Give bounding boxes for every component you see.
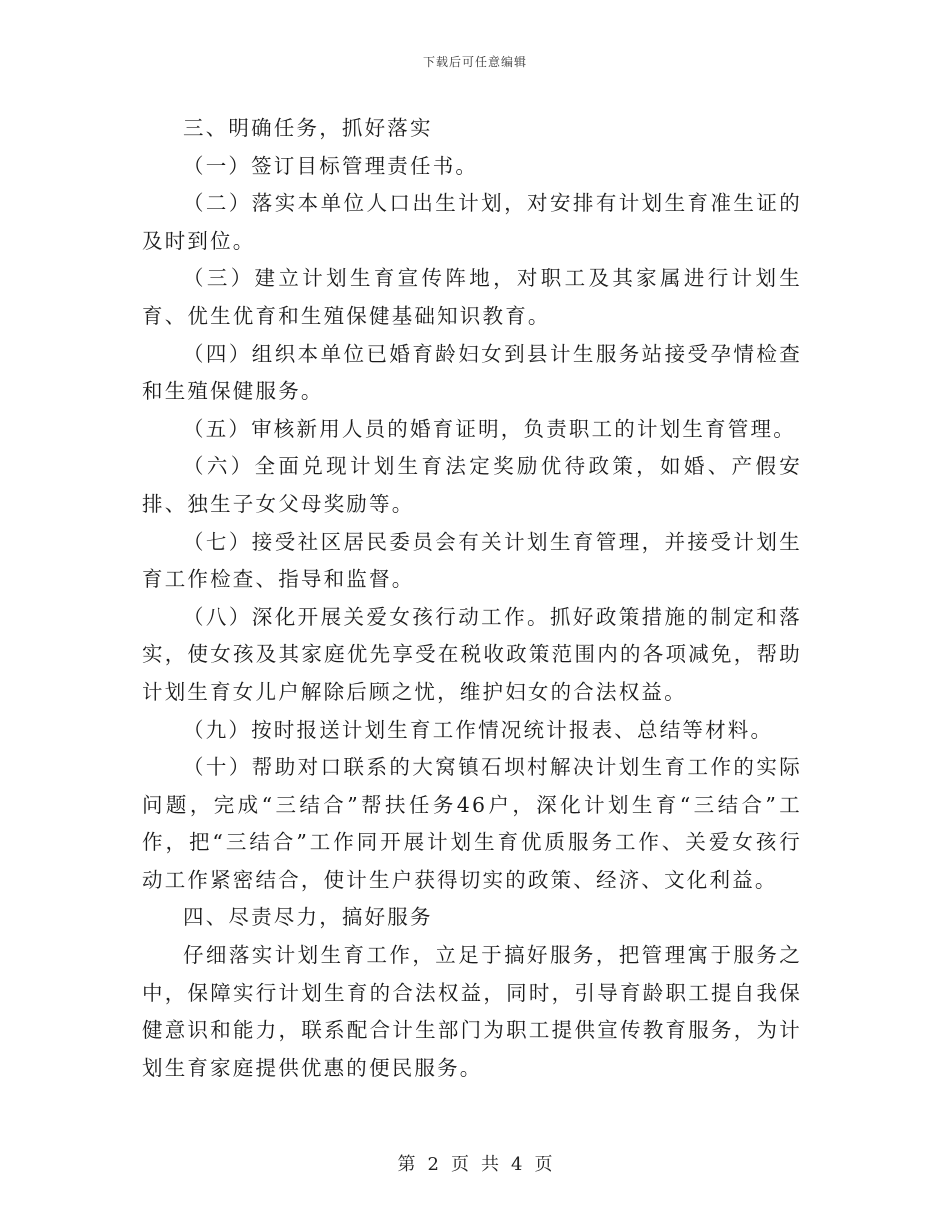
list-item-4: （四）组织本单位已婚育龄妇女到县计生服务站接受孕情检查和生殖保健服务。 <box>142 341 802 404</box>
section-heading-3: 三、明确任务，抓好落实 <box>183 116 433 140</box>
list-item-2: （二）落实本单位人口出生计划，对安排有计划生育准生证的及时到位。 <box>142 191 802 253</box>
page-label-pre: 第 <box>397 1154 416 1175</box>
page-label-mid: 页 <box>451 1154 469 1175</box>
list-item-5: （五）审核新用人员的婚育证明，负责职工的计划生育管理。 <box>183 416 796 441</box>
list-item-7: （七）接受社区居民委员会有关计划生育管理，并接受计划生育工作检查、指导和监督。 <box>142 529 802 592</box>
list-item-3: （三）建立计划生育宣传阵地，对职工及其家属进行计划生育、优生优育和生殖保健基础知识教育。 <box>142 266 802 328</box>
section-heading-4: 四、尽责尽力，搞好服务 <box>183 905 433 930</box>
current-page-number: 2 <box>427 1154 439 1175</box>
list-item-1: （一）签订目标管理责任书。 <box>183 153 479 178</box>
page-label-post: 页 <box>534 1154 553 1175</box>
page-header-note: 下载后可任意编辑 <box>422 55 527 69</box>
page-footer <box>0 1150 950 1176</box>
list-item-9: （九）按时报送计划生育工作情况统计报表、总结等材料。 <box>183 717 774 742</box>
body-paragraph: 仔细落实计划生育工作，立足于搞好服务，把管理寓于服务之中，保障实行计划生育的合法权益，同时，引导育龄职工提自我保健意识和能力，联系配合计生部门为职工提供宣传教育服务，为计划生育家庭提供优惠的便民服务。 <box>142 943 802 1080</box>
total-label: 共 <box>481 1154 499 1175</box>
list-item-8: （八）深化开展关爱女孩行动工作。抓好政策措施的制定和落实，使女孩及其家庭优先享受在税收政策范围内的各项减免，帮助计划生育女儿户解除后顾之忧，维护妇女的合法权益。 <box>142 604 802 704</box>
list-item-10: （十）帮助对口联系的大窝镇石坝村解决计划生育工作的实际问题，完成“三结合”帮扶任务46户，深化计划生育“三结合”工作，把“三结合”工作同开展计划生育优质服务工作、关爱女孩行动工作紧密结合，使计生户获得切实的政策、经济、文化利益。 <box>142 755 802 892</box>
total-pages-number: 4 <box>511 1154 523 1175</box>
list-item-6: （六）全面兑现计划生育法定奖励优待政策，如婚、产假安排、独生子女父母奖励等。 <box>142 454 802 516</box>
document-body <box>142 110 802 1087</box>
